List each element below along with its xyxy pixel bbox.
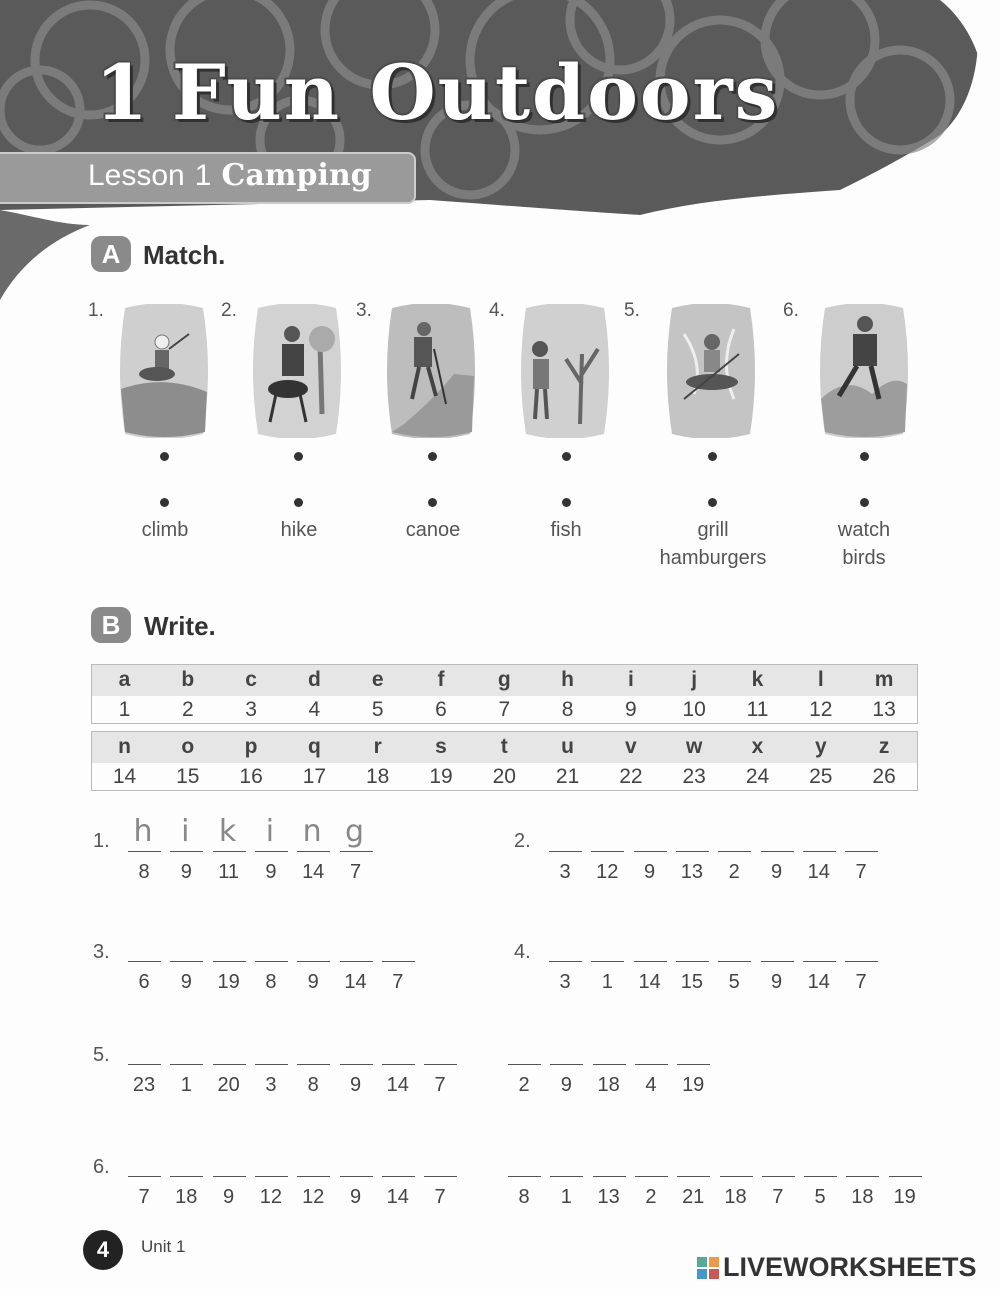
code-number: 4 [308, 698, 321, 721]
answer-blank[interactable] [718, 961, 751, 962]
unit-title-text: Fun Outdoors [171, 48, 780, 137]
answer-blank[interactable] [213, 1064, 246, 1065]
code-number: 7 [138, 1186, 150, 1208]
code-number: 4 [645, 1074, 657, 1096]
answer-blank[interactable] [255, 1064, 288, 1065]
code-number: 13 [872, 698, 896, 721]
answer-blank[interactable] [803, 961, 836, 962]
code-number: 18 [851, 1186, 874, 1208]
code-table-row-2 [91, 731, 918, 791]
match-word: canoe [405, 519, 461, 541]
example-letter: i [181, 814, 190, 849]
unit-title [95, 48, 779, 137]
code-number: 9 [644, 861, 656, 883]
match-word: grill hamburgers [659, 519, 767, 569]
code-number: 2 [728, 861, 740, 883]
code-number: 3 [265, 1074, 277, 1096]
answer-blank[interactable] [297, 1064, 330, 1065]
code-number: 6 [138, 971, 150, 993]
answer-blank[interactable] [424, 1176, 457, 1177]
code-number: 19 [893, 1186, 916, 1208]
code-letter: s [435, 735, 447, 758]
code-letter: b [181, 668, 195, 691]
code-number: 21 [682, 1186, 705, 1208]
code-letter: f [437, 668, 445, 691]
answer-blank[interactable] [255, 851, 288, 852]
code-number: 5 [728, 971, 740, 993]
code-number: 12 [259, 1186, 283, 1208]
code-letter: w [686, 735, 703, 758]
code-number: 1 [180, 1074, 192, 1096]
exercise-number: 4. [514, 941, 531, 963]
answer-blank[interactable] [297, 1176, 330, 1177]
code-letter: x [751, 735, 764, 758]
answer-blank[interactable] [128, 1064, 161, 1065]
exercise-number: 1. [93, 830, 110, 852]
picture-number: 3. [356, 300, 372, 321]
answer-blank[interactable] [170, 1064, 203, 1065]
code-number: 13 [680, 861, 704, 883]
picture-grill [250, 304, 344, 438]
code-number: 21 [555, 765, 580, 788]
code-number: 9 [307, 971, 319, 993]
code-number: 14 [638, 971, 661, 993]
code-number: 17 [302, 765, 327, 788]
answer-blank[interactable] [340, 961, 373, 962]
code-number: 9 [770, 861, 783, 883]
picture-climbing [817, 304, 911, 438]
answer-blank[interactable] [761, 961, 794, 962]
code-letter: o [181, 735, 195, 758]
picture-fishing-lake [117, 304, 211, 438]
answer-blank[interactable] [593, 1176, 626, 1177]
lesson-prefix: Lesson [88, 159, 185, 192]
code-number: 1 [118, 698, 131, 721]
code-number: 19 [682, 1074, 705, 1096]
code-number: 9 [223, 1186, 235, 1208]
code-number: 24 [745, 765, 770, 788]
code-number: 9 [349, 1074, 362, 1096]
code-letter: c [245, 668, 257, 691]
answer-blank[interactable] [170, 961, 203, 962]
code-number: 8 [518, 1186, 530, 1208]
code-number: 25 [809, 765, 833, 788]
answer-blank[interactable] [634, 961, 667, 962]
answer-blank[interactable] [170, 851, 203, 852]
answer-blank[interactable] [340, 1064, 373, 1065]
answer-blank[interactable] [424, 1064, 457, 1065]
answer-blank[interactable] [213, 851, 246, 852]
code-number: 9 [770, 971, 783, 993]
liveworksheets-logo-icon [697, 1257, 719, 1279]
answer-blank[interactable] [846, 1176, 879, 1177]
code-number: 19 [217, 971, 240, 993]
answer-blank[interactable] [845, 851, 878, 852]
code-table-row-1 [91, 664, 918, 724]
picture-number: 5. [624, 300, 640, 321]
code-number: 9 [560, 1074, 572, 1096]
lesson-number: 1 [194, 159, 212, 192]
answer-blank[interactable] [508, 1176, 541, 1177]
match-dot[interactable] [562, 498, 571, 507]
code-number: 22 [619, 765, 643, 788]
picture-canoeing [664, 304, 758, 438]
match-word: watch birds [837, 519, 891, 569]
unit-number: 1 [95, 48, 150, 137]
answer-blank[interactable] [549, 961, 582, 962]
code-letter: q [307, 735, 321, 758]
match-dot[interactable] [860, 452, 869, 461]
example-letter: g [344, 814, 365, 849]
answer-blank[interactable] [213, 961, 246, 962]
code-number: 14 [344, 971, 367, 993]
answer-blank[interactable] [340, 1176, 373, 1177]
answer-blank[interactable] [591, 851, 624, 852]
code-letter: l [817, 668, 824, 691]
example-letter: n [302, 814, 322, 849]
code-number: 14 [386, 1074, 409, 1096]
answer-blank[interactable] [635, 1064, 668, 1065]
code-number: 1 [601, 971, 613, 993]
code-letter: u [561, 735, 574, 758]
answer-blank[interactable] [593, 1064, 626, 1065]
code-letter: a [118, 668, 131, 691]
code-number: 20 [217, 1074, 240, 1096]
answer-blank[interactable] [762, 1176, 795, 1177]
example-letter: i [265, 814, 275, 849]
code-number: 26 [872, 765, 896, 788]
lesson-title [88, 158, 372, 193]
picture-bird-watching [518, 304, 612, 438]
answer-blank[interactable] [549, 851, 582, 852]
lesson-name: Camping [221, 158, 372, 193]
code-number: 7 [772, 1186, 784, 1208]
picture-hiking [384, 304, 478, 438]
example-letter: k [218, 814, 237, 849]
code-number: 11 [746, 698, 769, 721]
answer-blank[interactable] [676, 961, 709, 962]
code-number: 18 [597, 1074, 620, 1096]
code-number: 3 [559, 861, 571, 883]
code-number: 12 [809, 698, 833, 721]
code-number: 9 [349, 1186, 362, 1208]
code-number: 7 [349, 861, 362, 883]
code-letter: k [751, 668, 764, 691]
code-number: 5 [814, 1186, 826, 1208]
code-number: 14 [807, 971, 830, 993]
code-number: 12 [596, 861, 619, 883]
answer-blank[interactable] [128, 851, 161, 852]
answer-blank[interactable] [591, 961, 624, 962]
code-number: 8 [138, 861, 150, 883]
unit-label: Unit 1 [141, 1237, 186, 1256]
code-number: 19 [429, 765, 453, 788]
match-word: fish [550, 519, 582, 541]
code-number: 12 [302, 1186, 325, 1208]
answer-blank[interactable] [297, 851, 330, 852]
code-letter: z [878, 735, 890, 758]
section-a-title: Match. [143, 240, 226, 270]
example-letter: h [133, 814, 153, 849]
match-word: hike [280, 519, 318, 541]
code-letter: d [307, 668, 321, 691]
answer-blank[interactable] [677, 1176, 710, 1177]
match-dot[interactable] [294, 452, 303, 461]
code-number: 23 [682, 765, 706, 788]
match-dot[interactable] [708, 452, 717, 461]
code-number: 2 [518, 1074, 530, 1096]
answer-blank[interactable] [720, 1176, 753, 1177]
code-letter: n [118, 735, 131, 758]
code-letter: y [814, 735, 827, 758]
picture-number: 2. [221, 300, 237, 321]
match-dot[interactable] [860, 498, 869, 507]
code-number: 7 [498, 698, 511, 721]
code-number: 20 [492, 765, 516, 788]
exercise-number: 5. [93, 1044, 110, 1066]
liveworksheets-brand: LIVEWORKSHEETS [723, 1252, 977, 1282]
code-number: 14 [386, 1186, 409, 1208]
section-a-badge: A [91, 236, 131, 272]
answer-blank[interactable] [677, 1064, 710, 1065]
match-dot[interactable] [428, 452, 437, 461]
answer-blank[interactable] [382, 961, 415, 962]
code-number: 9 [265, 861, 277, 883]
code-number: 5 [371, 698, 384, 721]
code-letter: i [627, 668, 634, 691]
answer-blank[interactable] [255, 961, 288, 962]
code-letter: p [244, 735, 258, 758]
code-number: 8 [561, 698, 574, 721]
picture-number: 4. [489, 300, 505, 321]
answer-blank[interactable] [170, 1176, 203, 1177]
exercise-number: 3. [93, 941, 110, 963]
answer-blank[interactable] [255, 1176, 288, 1177]
code-letter: h [561, 668, 574, 691]
answer-blank[interactable] [128, 1176, 161, 1177]
code-letter: e [371, 668, 384, 691]
code-number: 15 [176, 765, 200, 788]
page-number: 4 [83, 1230, 123, 1270]
section-b-badge: B [91, 607, 131, 643]
code-number: 13 [597, 1186, 620, 1208]
code-number: 7 [434, 1186, 446, 1208]
answer-blank[interactable] [340, 851, 373, 852]
code-letter: g [497, 668, 511, 691]
answer-blank[interactable] [508, 1064, 541, 1065]
picture-number: 6. [783, 300, 799, 321]
match-dot[interactable] [562, 452, 571, 461]
answer-blank[interactable] [382, 1176, 415, 1177]
exercise-number: 2. [514, 830, 531, 852]
match-dot[interactable] [160, 498, 169, 507]
code-number: 7 [855, 861, 867, 883]
code-number: 14 [302, 861, 325, 883]
answer-blank[interactable] [550, 1064, 583, 1065]
code-number: 9 [625, 698, 637, 721]
answer-blank[interactable] [297, 961, 330, 962]
code-number: 3 [245, 698, 257, 721]
code-number: 8 [307, 1074, 319, 1096]
code-number: 1 [560, 1186, 572, 1208]
code-number: 11 [218, 861, 239, 883]
answer-blank[interactable] [550, 1176, 583, 1177]
answer-blank[interactable] [761, 851, 794, 852]
code-number: 7 [855, 971, 867, 993]
answer-blank[interactable] [382, 1064, 415, 1065]
answer-blank[interactable] [889, 1176, 922, 1177]
code-number: 18 [175, 1186, 198, 1208]
answer-blank[interactable] [676, 851, 709, 852]
code-number: 14 [807, 861, 830, 883]
answer-blank[interactable] [718, 851, 751, 852]
code-number: 9 [180, 861, 192, 883]
match-dot[interactable] [160, 452, 169, 461]
code-letter: j [691, 668, 698, 691]
answer-blank[interactable] [634, 851, 667, 852]
picture-number: 1. [88, 300, 104, 321]
code-number: 14 [112, 765, 137, 788]
section-b-title: Write. [144, 611, 216, 641]
answer-blank[interactable] [804, 1176, 837, 1177]
code-letter: t [500, 735, 508, 758]
code-number: 15 [680, 971, 704, 993]
code-number: 3 [559, 971, 571, 993]
answer-blank[interactable] [128, 961, 161, 962]
code-number: 10 [682, 698, 706, 721]
code-number: 7 [392, 971, 404, 993]
code-number: 18 [724, 1186, 747, 1208]
answer-blank[interactable] [845, 961, 878, 962]
code-number: 2 [181, 698, 194, 721]
answer-blank[interactable] [213, 1176, 246, 1177]
code-number: 2 [645, 1186, 657, 1208]
code-letter: v [625, 735, 637, 758]
answer-blank[interactable] [803, 851, 836, 852]
code-number: 18 [366, 765, 390, 788]
code-number: 23 [132, 1074, 156, 1096]
match-dot[interactable] [428, 498, 437, 507]
code-letter: m [874, 668, 894, 691]
code-letter: r [373, 735, 382, 758]
code-number: 7 [434, 1074, 446, 1096]
match-dot[interactable] [294, 498, 303, 507]
exercise-number: 6. [93, 1156, 110, 1178]
code-number: 9 [180, 971, 192, 993]
match-dot[interactable] [708, 498, 717, 507]
answer-blank[interactable] [635, 1176, 668, 1177]
match-word: climb [141, 519, 189, 541]
code-number: 6 [435, 698, 447, 721]
code-number: 16 [239, 765, 263, 788]
code-number: 8 [265, 971, 277, 993]
